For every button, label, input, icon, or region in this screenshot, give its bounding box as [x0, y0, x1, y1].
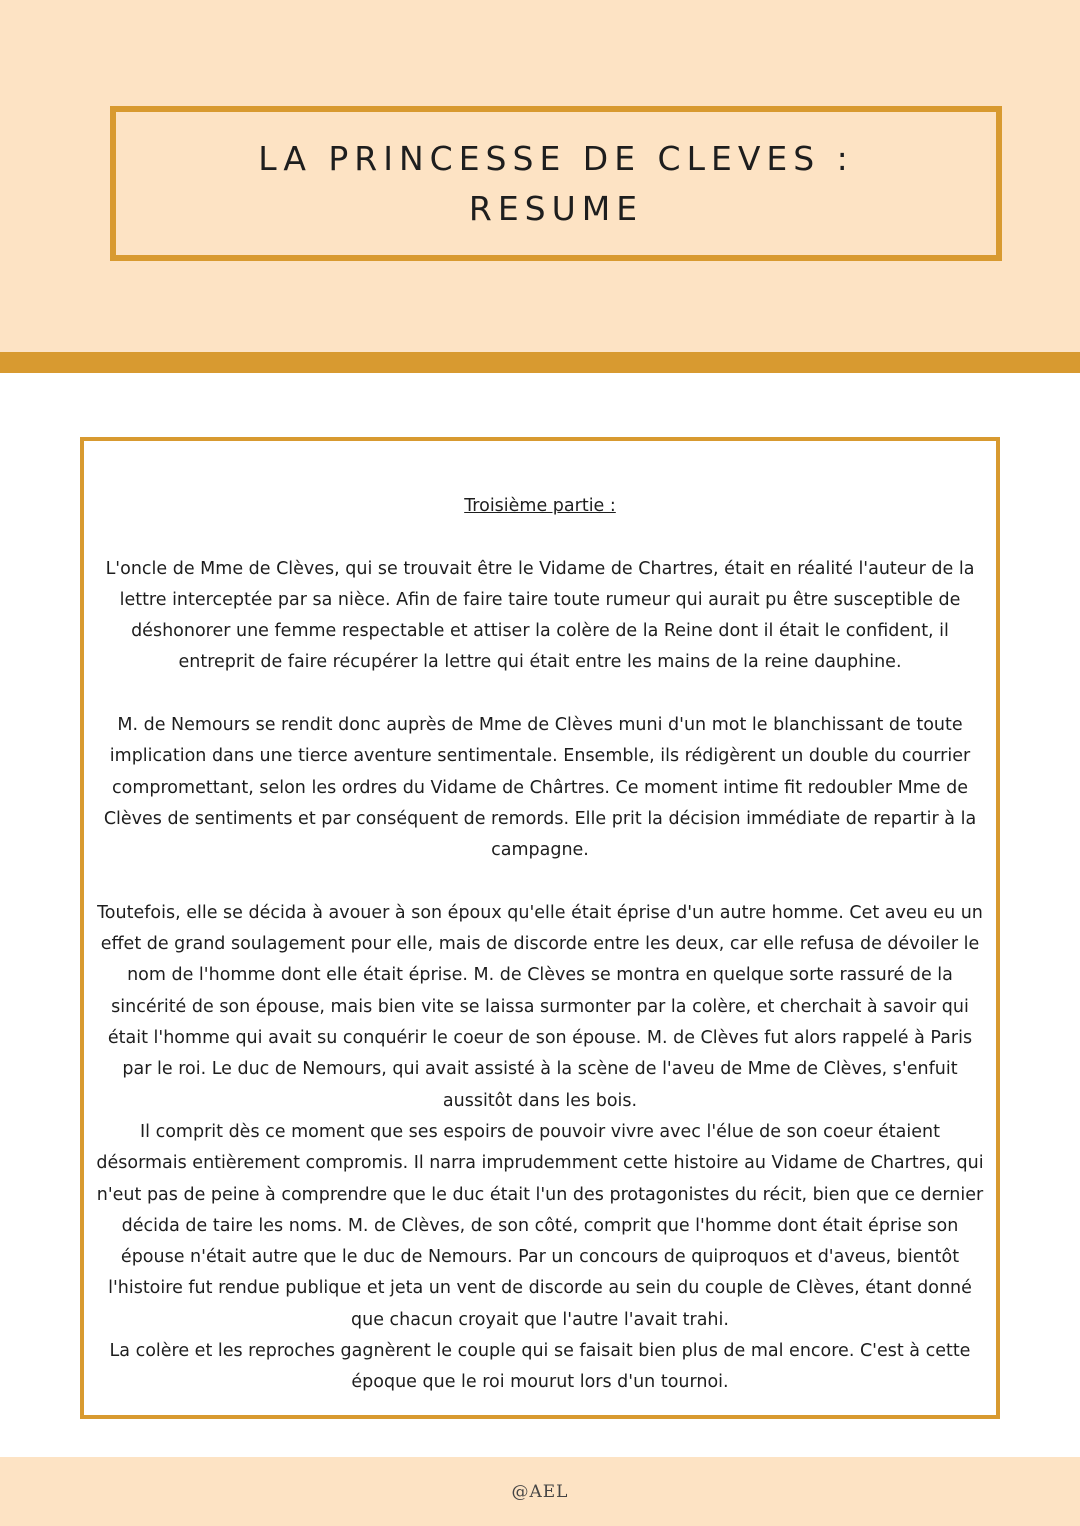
paragraph-gap — [96, 679, 984, 710]
paragraph-3: Toutefois, elle se décida à avouer à son époux qu'elle était éprise d'un autre homme. Cet aveu eu un effet de grand soulagement pour elle, mais de discorde entre les deux, car elle refusa de dévoiler le nom de l'homme dont elle était éprise. M. de Clèves se montra en quelque sorte rassuré de la sincérité de son épouse, mais bien vite se laissa surmonter par la colère, et cherchait à savoir qui était l'homme qui avait su conquérir le coeur de son épouse. M. de Clèves fut alors rappelé à Paris par le roi. Le duc de Nemours, qui avait assisté à la scène de l'aveu de Mme de Clèves, s'enfuit aussitôt dans les bois. — [97, 902, 983, 1111]
header-divider-stripe — [0, 352, 1080, 373]
paragraph-4: Il comprit dès ce moment que ses espoirs de pouvoir vivre avec l'élue de son coeur étaient désormais entièrement compromis. Il narra imprudemment cette histoire au Vidame de Chartres, qui n'eut pas de peine à comprendre que le duc était l'un des protagonistes du récit, bien que ce dernier décida de taire les noms. M. de Clèves, de son côté, comprit que l'homme dont était éprise son épouse n'était autre que le duc de Nemours. Par un concours de quiproquos et d'aveus, bientôt l'histoire fut rendue publique et jeta un vent de discorde au sein du couple de Clèves, étant donné que chacun croyait que l'autre l'avait trahi. — [96, 1121, 984, 1330]
section-heading: Troisième partie : — [464, 496, 616, 516]
footer-band — [0, 1457, 1080, 1526]
title-frame — [110, 106, 1002, 261]
paragraph-2: M. de Nemours se rendit donc auprès de Mme de Clèves muni d'un mot le blanchissant de toute implication dans une tierce aventure sentimentale. Ensemble, ils rédigèrent un double du courrier compromettant, selon les ordres du Vidame de Chârtres. Ce moment intime fit redoubler Mme de Clèves de sentiments et par conséquent de remords. Elle prit la décision immédiate de repartir à la campagne. — [103, 715, 977, 861]
paragraph-1: L'oncle de Mme de Clèves, qui se trouvait être le Vidame de Chartres, était en réalité l'auteur de la lettre interceptée par sa nièce. Afin de faire taire toute rumeur qui aurait pu être susceptible de déshonorer une femme respectable et attiser la colère de la Reine dont il était le confident, il entreprit de faire récupérer la lettre qui était entre les mains de la reine dauphine. — [105, 558, 975, 673]
paragraph-gap — [96, 867, 984, 898]
footer-credit: @AEL — [511, 1481, 569, 1502]
summary-frame — [80, 437, 1000, 1419]
summary-body — [96, 491, 984, 1399]
paragraph-5: La colère et les reproches gagnèrent le couple qui se faisait bien plus de mal encore. C'est à cette époque que le roi mourut lors d'un tournoi. — [109, 1341, 971, 1393]
title-line-2: RESUME — [468, 188, 644, 228]
title-line-1: LA PRINCESSE DE CLEVES : — [258, 138, 854, 178]
